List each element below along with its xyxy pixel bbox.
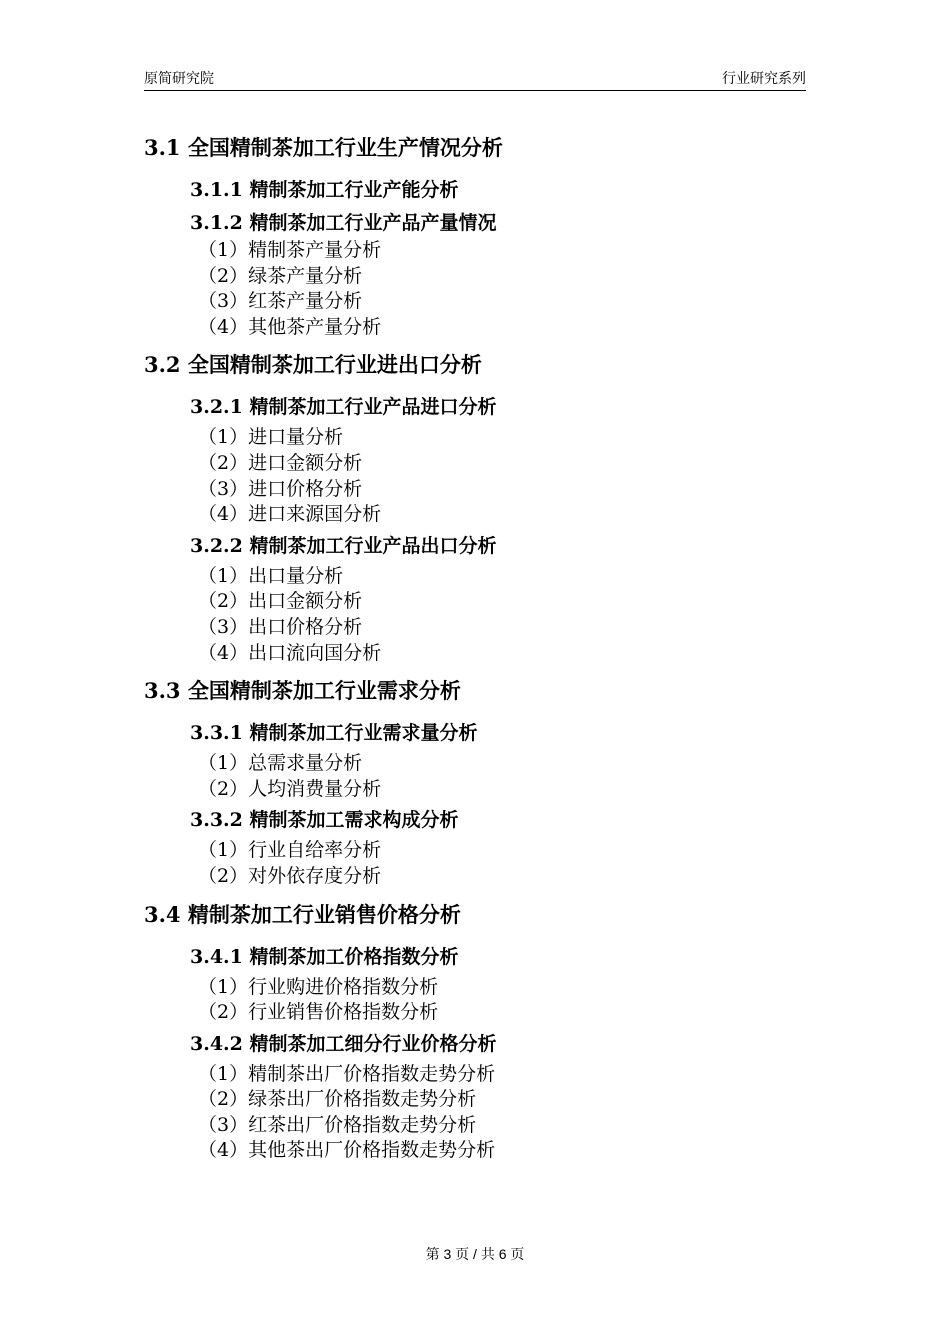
subsection-heading: 3.3.2 精制茶加工需求构成分析 [190,809,459,832]
header-series-name: 行业研究系列 [722,70,806,86]
list-item: （4）出口流向国分析 [198,641,382,664]
list-item: （1）总需求量分析 [198,752,363,775]
list-item: （1）行业自给率分析 [198,839,382,862]
section-heading: 3.2 全国精制茶加工行业进出口分析 [144,352,482,378]
list-item: （1）行业购进价格指数分析 [198,975,439,998]
list-item: （1）出口量分析 [198,564,344,587]
list-item: （4）其他茶出厂价格指数走势分析 [198,1139,496,1162]
subsection-heading: 3.3.1 精制茶加工行业需求量分析 [190,722,478,745]
subsection-heading: 3.4.1 精制茶加工价格指数分析 [190,945,459,968]
subsection-heading: 3.4.2 精制茶加工细分行业价格分析 [190,1032,497,1055]
subsection-heading: 3.2.2 精制茶加工行业产品出口分析 [190,534,497,557]
list-item: （4）进口来源国分析 [198,503,382,526]
page-header [144,66,806,91]
section-heading: 3.3 全国精制茶加工行业需求分析 [144,678,461,704]
list-item: （1）精制茶出厂价格指数走势分析 [198,1062,496,1085]
list-item: （3）红茶产量分析 [198,290,363,313]
list-item: （2）绿茶出厂价格指数走势分析 [198,1088,477,1111]
list-item: （4）其他茶产量分析 [198,315,382,338]
list-item: （3）出口价格分析 [198,615,363,638]
subsection-heading: 3.1.1 精制茶加工行业产能分析 [190,179,459,201]
list-item: （2）行业销售价格指数分析 [198,1001,439,1024]
section-heading: 3.1 全国精制茶加工行业生产情况分析 [144,135,503,160]
page-number-footer: 第 3 页 / 共 6 页 [425,1246,525,1262]
list-item: （2）绿茶产量分析 [198,264,363,287]
list-item: （3）进口价格分析 [198,477,363,500]
header-org-name: 原简研究院 [144,70,214,86]
list-item: （3）红茶出厂价格指数走势分析 [198,1113,477,1136]
subsection-heading: 3.2.1 精制茶加工行业产品进口分析 [190,396,497,419]
section-heading: 3.4 精制茶加工行业销售价格分析 [144,901,461,927]
list-item: （2）进口金额分析 [198,451,363,474]
subsection-heading: 3.1.2 精制茶加工行业产品产量情况 [190,212,497,234]
list-item: （1）精制茶产量分析 [198,239,382,261]
list-item: （2）人均消费量分析 [198,777,382,800]
list-item: （1）进口量分析 [198,426,344,449]
list-item: （2）出口金额分析 [198,590,363,613]
list-item: （2）对外依存度分析 [198,864,382,887]
toc-content [144,133,806,1164]
